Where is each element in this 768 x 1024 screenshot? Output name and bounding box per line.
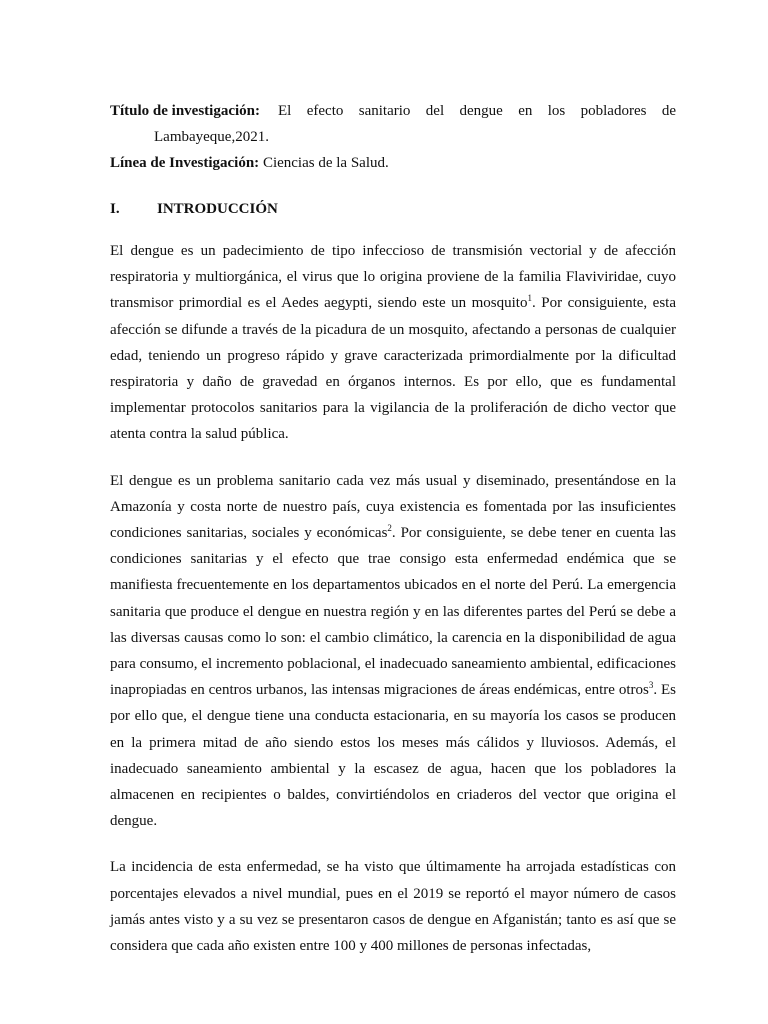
paragraph-1 [110,238,676,448]
paragraph-3-text-a: La incidencia de esta enfermedad, se ha visto que últimamente ha arrojada estadísticas con porcentajes elevados a nivel mundial, pues en el 2019 se reportó el mayor número de casos jamás antes visto y a su vez se presentaron casos de dengue en Afganistán; tanto es así que se considera que cada año existen entre 100 y 400 millones de personas infectadas, [110,859,676,955]
paragraph-2 [110,468,676,835]
research-line [110,150,676,176]
footnote-ref-3: 3 [648,680,654,691]
section-heading [110,196,676,222]
research-title-value: El efecto sanitario del dengue en los pobladores de [278,103,676,119]
research-title-continuation: Lambayeque,2021. [154,129,269,145]
footnote-ref-1: 1 [527,293,532,304]
paragraph-3 [110,854,676,959]
document-body [110,98,676,974]
section-title: INTRODUCCIÓN [157,201,278,217]
research-line-label: Línea de Investigación: [110,155,260,171]
footnote-ref-2: 2 [387,523,392,534]
paragraph-2-text-c: . Es por ello que, el dengue tiene una conducta estacionaria, en su mayoría los casos se producen en la primera mitad de año siendo estos los meses más cálidos y lluviosos. Además, el inadecuado saneamiento ambiental y la escasez de agua, hacen que los pobladores la almacenen en recipientes o baldes, convirtiéndolos en criaderos del vector que origina el dengue. [110,682,677,830]
research-line-value: Ciencias de la Salud. [259,155,389,171]
paragraph-2-text-b: . Por consiguiente, se debe tener en cuenta las condiciones sanitarias y el efecto que trae consigo esta enfermedad endémica que se manifiesta frecuentemente en los departamentos ubicados en el norte del Perú. La emergencia sanitaria que produce el dengue en nuestra región y en las diferentes partes del Perú se debe a las diversas causas como lo son: el cambio climático, la carencia en la disponibilidad de agua para consumo, el incremento poblacional, el inadecuado saneamiento ambiental, edificaciones inapropiadas en centros urbanos, las intensas migraciones de áreas endémicas, entre otros [110,525,676,699]
paragraph-2-text-a: El dengue es un problema sanitario cada vez más usual y diseminado, presentándose en la Amazonía y costa norte de nuestro país, cuya existencia es fomentada por las insuficientes condiciones sanitarias, sociales y económicas [110,472,676,542]
research-title-line [110,98,676,124]
research-title-label: Título de investigación: [110,103,261,119]
section-number: I. [110,201,120,217]
paragraph-1-text-b: . Por consiguiente, esta afección se difunde a través de la picadura de un mosquito, afectando a personas de cualquier edad, teniendo un progreso rápido y grave caracterizada primordialmente por la dificultad respiratoria y daño de gravedad en órganos internos. Es por ello, que es fundamental implementar protocolos sanitarios para la vigilancia de la proliferación de dicho vector que atenta contra la salud pública. [110,295,676,443]
paragraph-1-text-a: El dengue es un padecimiento de tipo infeccioso de transmisión vectorial y de afección respiratoria y multiorgánica, el virus que lo origina proviene de la familia Flaviviridae, cuyo transmisor primordial es el Aedes aegypti, siendo este un mosquito [110,243,676,312]
